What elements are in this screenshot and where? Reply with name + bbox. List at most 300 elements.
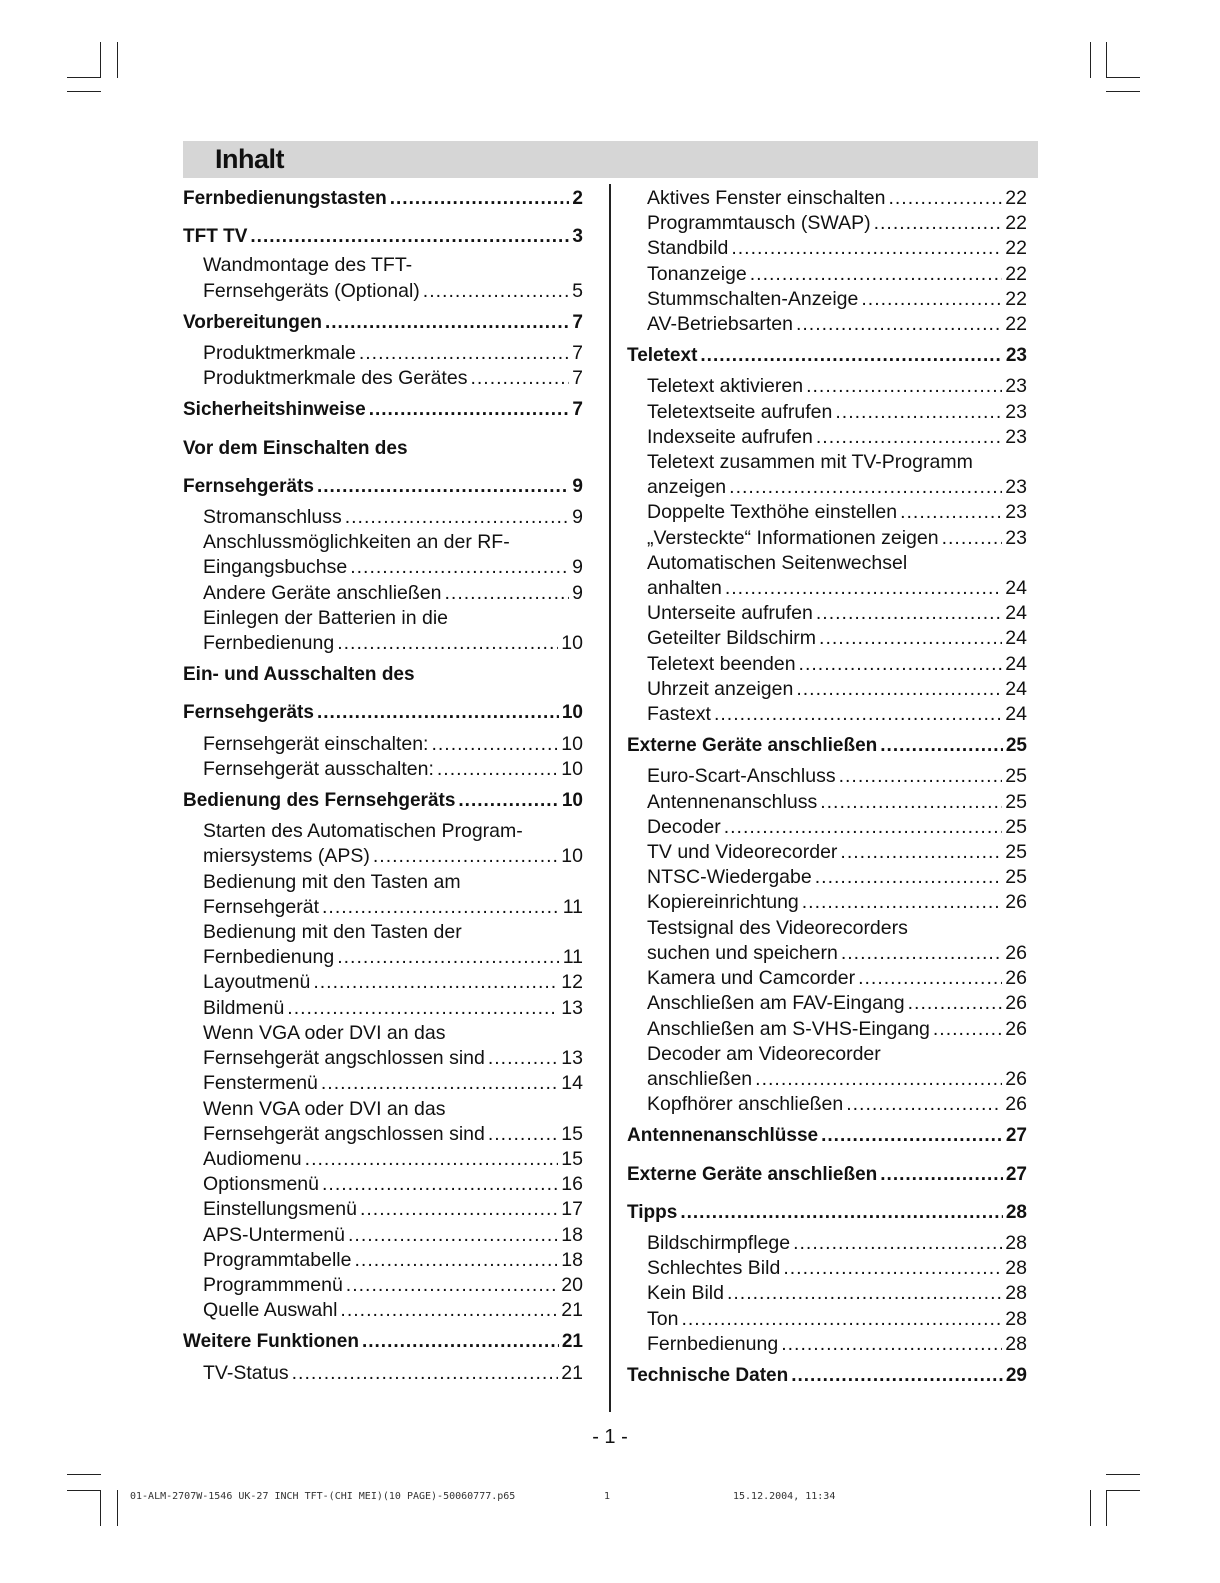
- dot-leader: [755, 1067, 1002, 1092]
- toc-entry-title: Stummschalten-Anzeige: [647, 287, 859, 310]
- toc-subsection[interactable]: [647, 1307, 1027, 1332]
- crop-mark: [67, 1474, 101, 1475]
- toc-section[interactable]: [183, 436, 583, 499]
- toc-subsection[interactable]: [203, 1147, 583, 1172]
- toc-section[interactable]: [183, 397, 583, 422]
- dot-leader: [700, 343, 1002, 368]
- toc-entry-page: 17: [561, 1198, 583, 1221]
- toc-entry-title: Tonanzeige: [647, 262, 747, 285]
- toc-subsection[interactable]: [203, 1172, 583, 1197]
- toc-entry-title: Uhrzeit anzeigen: [647, 677, 794, 700]
- toc-entry-page: 10: [561, 790, 583, 812]
- toc-subsection[interactable]: [203, 920, 583, 970]
- toc-entry-page: 23: [1005, 400, 1027, 423]
- toc-entry-title: Layoutmenü: [203, 971, 311, 994]
- heading-bar: [183, 141, 1038, 178]
- toc-subsection[interactable]: [647, 652, 1027, 677]
- toc-subsection[interactable]: [647, 526, 1027, 551]
- toc-subsection[interactable]: [647, 815, 1027, 840]
- toc-section[interactable]: [183, 788, 583, 813]
- toc-entry-title: Anschließen am FAV-Eingang: [647, 992, 905, 1015]
- dot-leader: [359, 341, 569, 366]
- dot-leader: [908, 991, 1003, 1016]
- toc-entry-title: Fernbedienungstasten: [183, 188, 387, 209]
- crop-mark: [1106, 91, 1140, 92]
- dot-leader: [781, 1332, 1002, 1357]
- toc-entry-page: 9: [572, 506, 583, 529]
- toc-entry-title: Fernsehgeräts: [183, 475, 314, 497]
- toc-entry-title: Tipps: [627, 1201, 678, 1223]
- toc-subsection[interactable]: [203, 1021, 583, 1071]
- dot-leader: [799, 652, 1003, 677]
- toc-entry-page: 12: [561, 971, 583, 994]
- crop-mark: [1106, 77, 1140, 78]
- toc-entry-title: Programmtabelle: [203, 1248, 352, 1271]
- dot-leader: [680, 1200, 1003, 1225]
- toc-section[interactable]: [183, 186, 583, 211]
- toc-entry-title: APS-Untermenü: [203, 1223, 345, 1246]
- toc-section[interactable]: [183, 662, 583, 725]
- toc-subsection[interactable]: [647, 312, 1027, 337]
- toc-subsection[interactable]: [647, 601, 1027, 626]
- toc-entry-title: Aktives Fenster einschalten: [647, 187, 886, 209]
- toc-entry-title: Teletextseite aufrufen: [647, 400, 833, 423]
- dot-leader: [819, 626, 1002, 651]
- dot-leader: [373, 844, 558, 869]
- toc-entry-line: Decoder am Videorecorder: [647, 1042, 881, 1065]
- toc-entry-title: Fernsehgeräts: [183, 702, 314, 724]
- toc-entry-page: 27: [1005, 1163, 1027, 1185]
- dot-leader: [346, 1273, 559, 1298]
- toc-section[interactable]: [183, 310, 583, 335]
- toc-subsection[interactable]: [203, 1071, 583, 1096]
- toc-subsection[interactable]: [647, 702, 1027, 727]
- toc-entry-page: 26: [1005, 992, 1027, 1015]
- toc-entry-page: 2: [572, 188, 583, 209]
- toc-entry-page: 11: [562, 895, 583, 918]
- toc-entry-page: 28: [1005, 1332, 1027, 1355]
- dot-leader: [423, 279, 569, 304]
- dot-leader: [458, 788, 558, 813]
- toc-entry-page: 7: [572, 311, 583, 333]
- toc-entry-page: 23: [1005, 425, 1027, 448]
- toc-entry-title: anschließen: [647, 1067, 753, 1090]
- toc-subsection[interactable]: [647, 400, 1027, 425]
- toc-entry-title: Eingangsbuchse: [203, 556, 348, 579]
- toc-entry-page: 28: [1005, 1282, 1027, 1305]
- toc-section[interactable]: [627, 343, 1027, 368]
- toc-entry-page: 25: [1005, 815, 1027, 838]
- dot-leader: [337, 945, 560, 970]
- toc-entry-page: 10: [561, 757, 583, 780]
- toc-entry-line: Bedienung mit den Tasten der: [203, 921, 462, 944]
- toc-entry-page: 18: [561, 1248, 583, 1271]
- toc-subsection[interactable]: [203, 505, 583, 530]
- toc-subsection[interactable]: [647, 1042, 1027, 1092]
- toc-subsection[interactable]: [203, 581, 583, 606]
- dot-leader: [340, 1298, 558, 1323]
- toc-entry-line: Ein- und Ausschalten des: [183, 664, 415, 686]
- toc-subsection[interactable]: [647, 500, 1027, 525]
- toc-entry-title: Euro-Scart-Anschluss: [647, 765, 836, 788]
- toc-entry-title: Standbild: [647, 237, 729, 260]
- toc-entry-title: suchen und speichern: [647, 941, 838, 964]
- toc-subsection[interactable]: [203, 1097, 583, 1147]
- crop-mark: [67, 1490, 101, 1491]
- toc-entry-page: 23: [1005, 501, 1027, 524]
- toc-entry-title: Fernbedienung: [203, 632, 335, 655]
- toc-entry-page: 22: [1005, 212, 1027, 235]
- toc-entry-page: 23: [1005, 375, 1027, 398]
- toc-entry-page: 22: [1005, 313, 1027, 336]
- footer-file: 01-ALM-2707W-1546 UK-27 INCH TFT-(CHI MEI)(10 PAGE)-50060777.p65: [130, 1491, 516, 1502]
- dot-leader: [874, 211, 1003, 236]
- toc-entry-page: 10: [561, 632, 583, 655]
- toc-subsection[interactable]: [647, 865, 1027, 890]
- toc-entry-page: 26: [1005, 891, 1027, 914]
- toc-entry-title: Externe Geräte anschließen: [627, 735, 878, 757]
- toc-entry-title: miersystems (APS): [203, 845, 370, 868]
- toc-subsection[interactable]: [203, 341, 583, 366]
- toc-entry-page: 14: [561, 1072, 583, 1095]
- dot-leader: [345, 505, 569, 530]
- dot-leader: [880, 733, 1003, 758]
- toc-entry-page: 28: [1005, 1201, 1027, 1223]
- dot-leader: [861, 287, 1002, 312]
- toc-entry-title: „Versteckte“ Informationen zeigen: [647, 526, 939, 549]
- toc-entry-title: Vorbereitungen: [183, 311, 322, 333]
- toc-entry-page: 7: [572, 367, 583, 390]
- dot-leader: [348, 1223, 558, 1248]
- toc-entry-page: 26: [1005, 1017, 1027, 1040]
- dot-leader: [287, 996, 558, 1021]
- toc-entry-title: Bildmenü: [203, 996, 285, 1019]
- toc-entry-page: 7: [572, 399, 583, 421]
- dot-leader: [322, 1172, 558, 1197]
- toc-entry-title: anzeigen: [647, 476, 727, 499]
- toc-entry-page: 26: [1005, 941, 1027, 964]
- toc-section[interactable]: [627, 1363, 1027, 1388]
- toc-subsection[interactable]: [203, 530, 583, 580]
- toc-entry-page: 10: [561, 845, 583, 868]
- dot-leader: [321, 1071, 558, 1096]
- toc-subsection[interactable]: [647, 916, 1027, 966]
- toc-entry-page: 10: [561, 732, 583, 755]
- toc-entry-title: Fernsehgerät angschlossen sind: [203, 1122, 485, 1145]
- toc-entry-page: 9: [572, 475, 583, 497]
- toc-entry-page: 24: [1005, 577, 1027, 600]
- toc-subsection[interactable]: [203, 1298, 583, 1323]
- crop-mark: [1106, 1474, 1140, 1475]
- toc-entry-title: TFT TV: [183, 226, 248, 248]
- toc-entry-title: Indexseite aufrufen: [647, 425, 813, 448]
- toc-entry-title: Fastext: [647, 703, 711, 726]
- toc-section[interactable]: [627, 733, 1027, 758]
- dot-leader: [840, 840, 1002, 865]
- toc-entry-title: Fernsehgerät: [203, 895, 319, 918]
- toc-subsection[interactable]: [203, 870, 583, 920]
- dot-leader: [880, 1162, 1003, 1187]
- toc-entry-page: 9: [572, 581, 583, 604]
- toc-subsection[interactable]: [647, 1092, 1027, 1117]
- dot-leader: [390, 186, 570, 211]
- dot-leader: [337, 631, 558, 656]
- toc-entry-title: anhalten: [647, 577, 722, 600]
- dot-leader: [821, 1123, 1003, 1148]
- toc-entry-title: Programmtausch (SWAP): [647, 212, 871, 235]
- toc-entry-page: 10: [561, 702, 583, 724]
- dot-leader: [839, 764, 1003, 789]
- dot-leader: [796, 312, 1002, 337]
- toc-subsection[interactable]: [203, 732, 583, 757]
- toc-subsection[interactable]: [203, 996, 583, 1021]
- toc-entry-line: Starten des Automatischen Program-: [203, 820, 523, 843]
- toc-subsection[interactable]: [203, 1273, 583, 1298]
- crop-mark: [1106, 1490, 1107, 1526]
- toc-entry-title: Fernsehgeräts (Optional): [203, 279, 420, 302]
- toc-subsection[interactable]: [647, 840, 1027, 865]
- toc-entry-page: 23: [1005, 476, 1027, 499]
- dot-leader: [470, 366, 569, 391]
- dot-leader: [317, 700, 559, 725]
- dot-leader: [360, 1197, 558, 1222]
- toc-entry-page: 23: [1005, 345, 1027, 367]
- toc-entry-page: 20: [561, 1273, 583, 1296]
- dot-leader: [305, 1147, 559, 1172]
- toc-entry-line: Bedienung mit den Tasten am: [203, 870, 461, 893]
- toc-column-right: [627, 186, 1027, 1388]
- toc-entry-title: Anschließen am S-VHS-Eingang: [647, 1017, 930, 1040]
- toc-section[interactable]: [627, 1123, 1027, 1148]
- toc-entry-title: Schlechtes Bild: [647, 1257, 781, 1280]
- toc-subsection[interactable]: [647, 374, 1027, 399]
- dot-leader: [835, 400, 1002, 425]
- crop-mark: [1090, 42, 1091, 78]
- toc-subsection[interactable]: [203, 366, 583, 391]
- toc-subsection[interactable]: [647, 450, 1027, 500]
- toc-subsection[interactable]: [647, 551, 1027, 601]
- crop-mark: [1090, 1490, 1091, 1526]
- toc-entry-page: 22: [1005, 237, 1027, 260]
- footer-date: 15.12.2004, 11:34: [733, 1491, 836, 1502]
- toc-entry-page: 11: [562, 946, 583, 969]
- dot-leader: [729, 475, 1002, 500]
- toc-entry-page: 21: [561, 1331, 583, 1353]
- toc-entry-title: Kopfhörer anschließen: [647, 1093, 844, 1116]
- toc-subsection[interactable]: [647, 425, 1027, 450]
- toc-subsection[interactable]: [647, 991, 1027, 1016]
- toc-entry-page: 25: [1005, 765, 1027, 788]
- toc-entry-title: Bedienung des Fernsehgeräts: [183, 790, 456, 812]
- toc-section[interactable]: [627, 1200, 1027, 1225]
- toc-entry-title: Ton: [647, 1307, 679, 1330]
- toc-entry-page: 21: [561, 1361, 583, 1384]
- toc-entry-line: Anschlussmöglichkeiten an der RF-: [203, 531, 510, 554]
- dot-leader: [431, 732, 558, 757]
- dot-leader: [820, 790, 1002, 815]
- toc-entry-title: TV-Status: [203, 1361, 289, 1384]
- toc-entry-page: 23: [1005, 526, 1027, 549]
- toc-subsection[interactable]: [647, 287, 1027, 312]
- toc-subsection[interactable]: [203, 1361, 583, 1386]
- toc-entry-page: 24: [1005, 627, 1027, 650]
- toc-entry-page: 28: [1005, 1307, 1027, 1330]
- dot-leader: [731, 236, 1002, 261]
- toc-entry-page: 9: [572, 556, 583, 579]
- toc-subsection[interactable]: [647, 1231, 1027, 1256]
- dot-leader: [791, 1363, 1003, 1388]
- toc-entry-title: Weitere Funktionen: [183, 1331, 359, 1353]
- toc-entry-page: 18: [561, 1223, 583, 1246]
- crop-mark: [100, 42, 101, 78]
- toc-subsection[interactable]: [203, 1248, 583, 1273]
- toc-entry-title: Kein Bild: [647, 1282, 724, 1305]
- toc-entry-page: 3: [572, 226, 583, 248]
- dot-leader: [322, 895, 560, 920]
- toc-entry-page: 25: [1005, 866, 1027, 889]
- toc-entry-page: 21: [561, 1299, 583, 1322]
- toc-entry-page: 13: [561, 1047, 583, 1070]
- toc-entry-title: Bildschirmpflege: [647, 1231, 791, 1254]
- toc-entry-title: Kopiereinrichtung: [647, 891, 799, 914]
- toc-entry-page: 7: [572, 342, 583, 365]
- crop-mark: [67, 77, 101, 78]
- toc-subsection[interactable]: [647, 764, 1027, 789]
- toc-entry-page: 24: [1005, 677, 1027, 700]
- toc-entry-line: Testsignal des Videorecorders: [647, 916, 908, 939]
- toc-entry-title: NTSC-Wiedergabe: [647, 866, 812, 889]
- dot-leader: [250, 224, 569, 249]
- dot-leader: [783, 1256, 1002, 1281]
- toc-entry-page: 25: [1005, 735, 1027, 757]
- toc-subsection[interactable]: [647, 677, 1027, 702]
- toc-entry-page: 25: [1005, 841, 1027, 864]
- toc-subsection[interactable]: [647, 890, 1027, 915]
- toc-entry-title: Teletext beenden: [647, 652, 796, 675]
- toc-entry-page: 24: [1005, 703, 1027, 726]
- toc-entry-page: 28: [1005, 1231, 1027, 1254]
- toc-entry-title: Teletext aktivieren: [647, 375, 804, 398]
- toc-subsection[interactable]: [203, 819, 583, 869]
- toc-entry-title: Geteilter Bildschirm: [647, 627, 817, 650]
- toc-entry-title: Decoder: [647, 815, 721, 838]
- toc-subsection[interactable]: [647, 1256, 1027, 1281]
- toc-entry-page: 22: [1005, 262, 1027, 285]
- toc-section[interactable]: [183, 1329, 583, 1354]
- toc-subsection[interactable]: [647, 966, 1027, 991]
- dot-leader: [444, 581, 569, 606]
- dot-leader: [725, 576, 1002, 601]
- toc-entry-title: Antennenanschluss: [647, 790, 818, 813]
- dot-leader: [488, 1122, 558, 1147]
- toc-subsection[interactable]: [647, 1017, 1027, 1042]
- crop-mark: [67, 91, 101, 92]
- toc-entry-page: 13: [561, 996, 583, 1019]
- dot-leader: [292, 1361, 559, 1386]
- toc-entry-page: 22: [1005, 187, 1027, 209]
- toc-subsection[interactable]: [203, 253, 583, 303]
- dot-leader: [681, 1307, 1002, 1332]
- page-number: - 1 -: [592, 1426, 628, 1448]
- toc-entry-line: Vor dem Einschalten des: [183, 437, 408, 459]
- toc-subsection[interactable]: [203, 1223, 583, 1248]
- toc-subsection[interactable]: [647, 1281, 1027, 1306]
- toc-entry-page: 15: [561, 1147, 583, 1170]
- toc-subsection[interactable]: [203, 970, 583, 995]
- toc-entry-page: 16: [561, 1173, 583, 1196]
- toc-entry-title: Quelle Auswahl: [203, 1299, 338, 1322]
- page-title: Inhalt: [215, 144, 284, 174]
- toc-entry-title: Andere Geräte anschließen: [203, 581, 442, 604]
- crop-mark: [1106, 42, 1107, 78]
- toc-subsection[interactable]: [647, 790, 1027, 815]
- toc-entry-page: 29: [1005, 1364, 1027, 1386]
- toc-section[interactable]: [627, 1162, 1027, 1187]
- toc-subsection[interactable]: [647, 236, 1027, 261]
- toc-entry-title: Fernsehgerät ausschalten:: [203, 757, 434, 780]
- toc-entry-page: 24: [1005, 602, 1027, 625]
- toc-subsection[interactable]: [647, 211, 1027, 236]
- toc-entry-title: Fernbedienung: [203, 946, 335, 969]
- dot-leader: [354, 1248, 558, 1273]
- toc-entry-title: Stromanschluss: [203, 506, 342, 529]
- toc-entry-line: Automatischen Seitenwechsel: [647, 551, 908, 574]
- dot-leader: [933, 1017, 1002, 1042]
- toc-subsection[interactable]: [647, 262, 1027, 287]
- toc-entry-title: Doppelte Texthöhe einstellen: [647, 501, 898, 524]
- toc-entry-line: Einlegen der Batterien in die: [203, 606, 448, 629]
- toc-subsection[interactable]: [203, 1197, 583, 1222]
- toc-entry-title: TV und Videorecorder: [647, 841, 838, 864]
- crop-mark: [1106, 1490, 1140, 1491]
- dot-leader: [437, 757, 558, 782]
- toc-entry-title: Fenstermenü: [203, 1072, 318, 1095]
- toc-entry-title: Fernsehgerät einschalten:: [203, 732, 429, 755]
- dot-leader: [350, 555, 569, 580]
- toc-subsection[interactable]: [647, 186, 1027, 211]
- toc-entry-title: Kamera und Camcorder: [647, 967, 856, 990]
- toc-subsection[interactable]: [647, 1332, 1027, 1357]
- toc-column-left: [183, 186, 583, 1386]
- dot-leader: [802, 890, 1003, 915]
- toc-subsection[interactable]: [203, 757, 583, 782]
- toc-entry-title: Produktmerkmale: [203, 342, 356, 365]
- toc-subsection[interactable]: [647, 626, 1027, 651]
- dot-leader: [846, 1092, 1002, 1117]
- dot-leader: [362, 1329, 559, 1354]
- toc-entry-line: Wenn VGA oder DVI an das: [203, 1021, 446, 1044]
- column-divider: [609, 184, 611, 1412]
- toc-subsection[interactable]: [203, 606, 583, 656]
- dot-leader: [724, 815, 1003, 840]
- crop-mark: [117, 42, 118, 78]
- dot-leader: [317, 474, 569, 499]
- toc-entry-line: Wandmontage des TFT-: [203, 254, 413, 277]
- toc-entry-title: Fernsehgerät angschlossen sind: [203, 1047, 485, 1070]
- toc-entry-title: Produktmerkmale des Gerätes: [203, 367, 468, 390]
- toc-section[interactable]: [183, 224, 583, 249]
- toc-entry-page: 25: [1005, 790, 1027, 813]
- toc-entry-title: Technische Daten: [627, 1364, 789, 1386]
- crop-mark: [100, 1490, 101, 1526]
- dot-leader: [750, 262, 1003, 287]
- crop-mark: [117, 1490, 118, 1526]
- dot-leader: [727, 1281, 1002, 1306]
- toc-entry-title: Einstellungsmenü: [203, 1198, 357, 1221]
- toc-entry-page: 22: [1005, 287, 1027, 310]
- toc-entry-page: 26: [1005, 1067, 1027, 1090]
- toc-entry-title: Teletext: [627, 345, 698, 367]
